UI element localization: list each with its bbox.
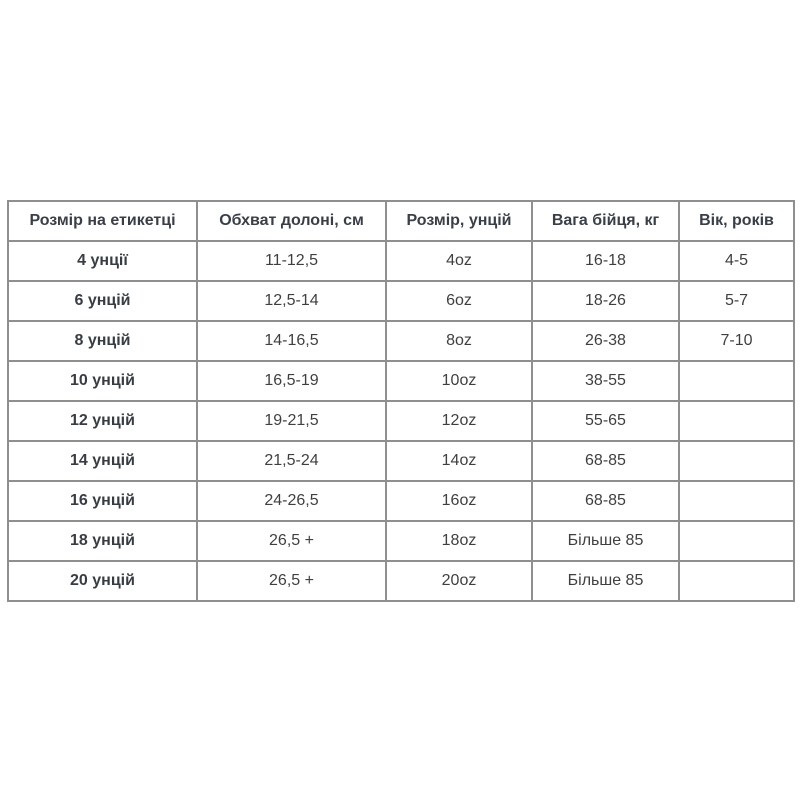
table-cell: 10oz [386,361,532,401]
row-label-cell: 6 унцій [8,281,197,321]
table-cell: 38-55 [532,361,679,401]
table-cell: 4-5 [679,241,794,281]
table-cell [679,361,794,401]
table-cell: Більше 85 [532,521,679,561]
size-table-body [8,241,794,601]
table-header-row [8,201,794,241]
row-label-cell: 20 унцій [8,561,197,601]
table-cell: 11-12,5 [197,241,386,281]
table-cell [679,401,794,441]
table-row [8,321,794,361]
table-cell: 55-65 [532,401,679,441]
table-cell: 5-7 [679,281,794,321]
table-cell: 6oz [386,281,532,321]
table-cell: 12oz [386,401,532,441]
table-cell: 7-10 [679,321,794,361]
row-label-cell: 18 унцій [8,521,197,561]
table-cell: 68-85 [532,481,679,521]
table-cell: Більше 85 [532,561,679,601]
table-cell: 16oz [386,481,532,521]
table-cell: 18-26 [532,281,679,321]
table-cell: 26,5 + [197,561,386,601]
table-cell: 12,5-14 [197,281,386,321]
table-cell: 18oz [386,521,532,561]
table-cell: 26-38 [532,321,679,361]
table-row [8,521,794,561]
table-cell: 8oz [386,321,532,361]
row-label-cell: 12 унцій [8,401,197,441]
table-cell: 16,5-19 [197,361,386,401]
table-cell: 21,5-24 [197,441,386,481]
column-header-size-oz: Розмір, унцій [386,201,532,241]
table-cell: 14oz [386,441,532,481]
table-cell: 14-16,5 [197,321,386,361]
table-cell [679,521,794,561]
row-label-cell: 10 унцій [8,361,197,401]
column-header-fighter-weight: Вага бійця, кг [532,201,679,241]
table-cell: 24-26,5 [197,481,386,521]
table-cell: 19-21,5 [197,401,386,441]
table-cell: 16-18 [532,241,679,281]
table-cell: 4oz [386,241,532,281]
row-label-cell: 4 унції [8,241,197,281]
glove-size-table [7,200,795,602]
table-cell: 26,5 + [197,521,386,561]
table-row [8,481,794,521]
column-header-age: Вік, років [679,201,794,241]
column-header-palm-circumference: Обхват долоні, см [197,201,386,241]
row-label-cell: 8 унцій [8,321,197,361]
table-cell: 20oz [386,561,532,601]
column-header-label-size: Розмір на етикетці [8,201,197,241]
table-row [8,401,794,441]
table-cell [679,561,794,601]
row-label-cell: 14 унцій [8,441,197,481]
size-chart-container [7,200,793,602]
table-row [8,281,794,321]
table-cell: 68-85 [532,441,679,481]
table-row [8,241,794,281]
table-row [8,361,794,401]
table-cell [679,441,794,481]
row-label-cell: 16 унцій [8,481,197,521]
table-row [8,441,794,481]
table-row [8,561,794,601]
table-cell [679,481,794,521]
